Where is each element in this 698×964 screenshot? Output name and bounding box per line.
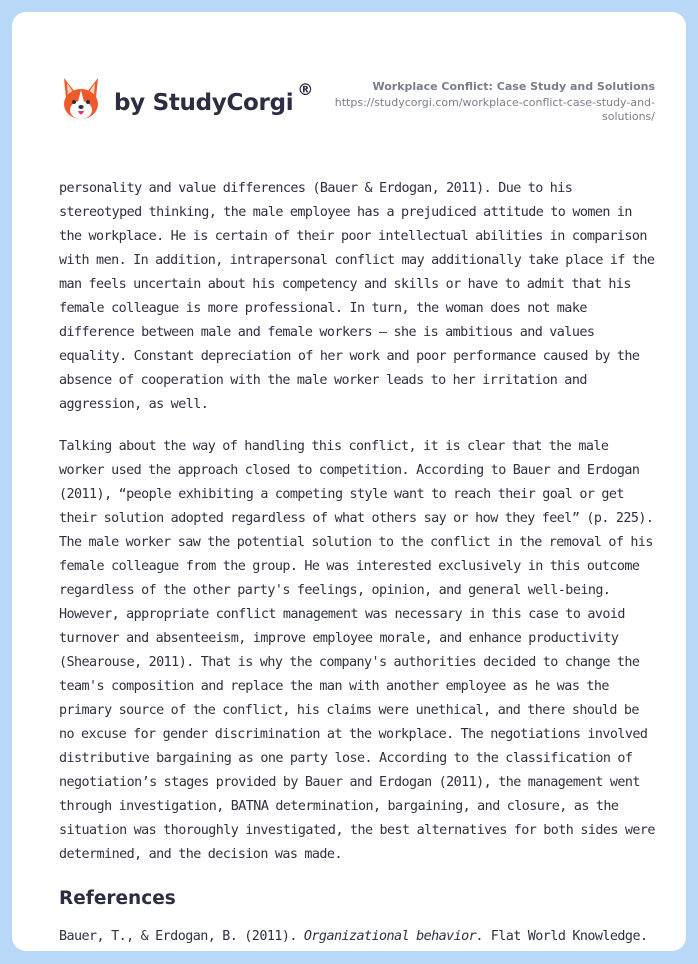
document-meta [315,80,655,124]
document-title: Workplace Conflict: Case Study and Solutions [372,80,655,93]
references-heading: References [59,888,176,909]
document-url[interactable] [315,96,655,124]
document-page [12,12,686,951]
document-body [59,177,659,949]
reference-publisher: Flat World Knowledge. [483,929,648,944]
page-header [12,12,686,142]
reference-item [59,925,659,949]
body-paragraph-1: personality and value differences (Bauer & Erdogan, 2011). Due to his stereotyped thinking, the male employee has a prejudiced attitude to women in the workplace. He is certain of their poor intellectual abilities in comparison with men. In addition, intrapersonal conflict may additionally take place if the man feels uncertain about his competency and skills or have to admit that his female colleague is more professional. In turn, the woman does not make difference between male and female workers – she is ambitious and values equality. Constant depreciation of her work and poor performance caused by the absence of cooperation with the male worker leads to her irritation and aggression, as well. [59,181,655,412]
reference-title: Organizational behavior. [303,929,484,944]
document-url-line-1: https://studycorgi.com/workplace-conflict-case-study-and- [334,96,655,109]
studycorgi-logo[interactable] [60,76,313,122]
reference-authors: Bauer, T., & Erdogan, B. (2011). [59,929,304,944]
registered-mark: ® [297,79,314,99]
corgi-icon [60,76,102,122]
body-paragraph-2: Talking about the way of handling this conflict, it is clear that the male worker used the approach closed to competition. According to Bauer and Erdogan (2011), “people exhibiting a competing style want to reach their goal or get their solution adopted regardless of what others say or how they feel” (p. 225). The male worker saw the potential solution to the conflict in the removal of his female colleague from the group. He was interested exclusively in this outcome regardless of the other party's feelings, opinion, and general well-being. However, appropriate conflict management was necessary in this case to avoid turnover and absenteeism, improve employee morale, and enhance productivity (Shearouse, 2011). That is why the company's authorities decided to change the team's composition and replace the man with another employee as he was the primary source of the conflict, his claims were unethical, and there should be no excuse for gender discrimination at the workplace. The negotiations involved distributive bargaining as one party lose. According to the classification of negotiation’s stages provided by Bauer and Erdogan (2011), the management went through investigation, BATNA determination, bargaining, and closure, as the situation was thoroughly investigated, the best alternatives for both sides were determined, and the decision was made. [59,439,655,862]
brand-name: by StudyCorgi [114,90,294,116]
document-url-line-2: solutions/ [602,110,655,123]
